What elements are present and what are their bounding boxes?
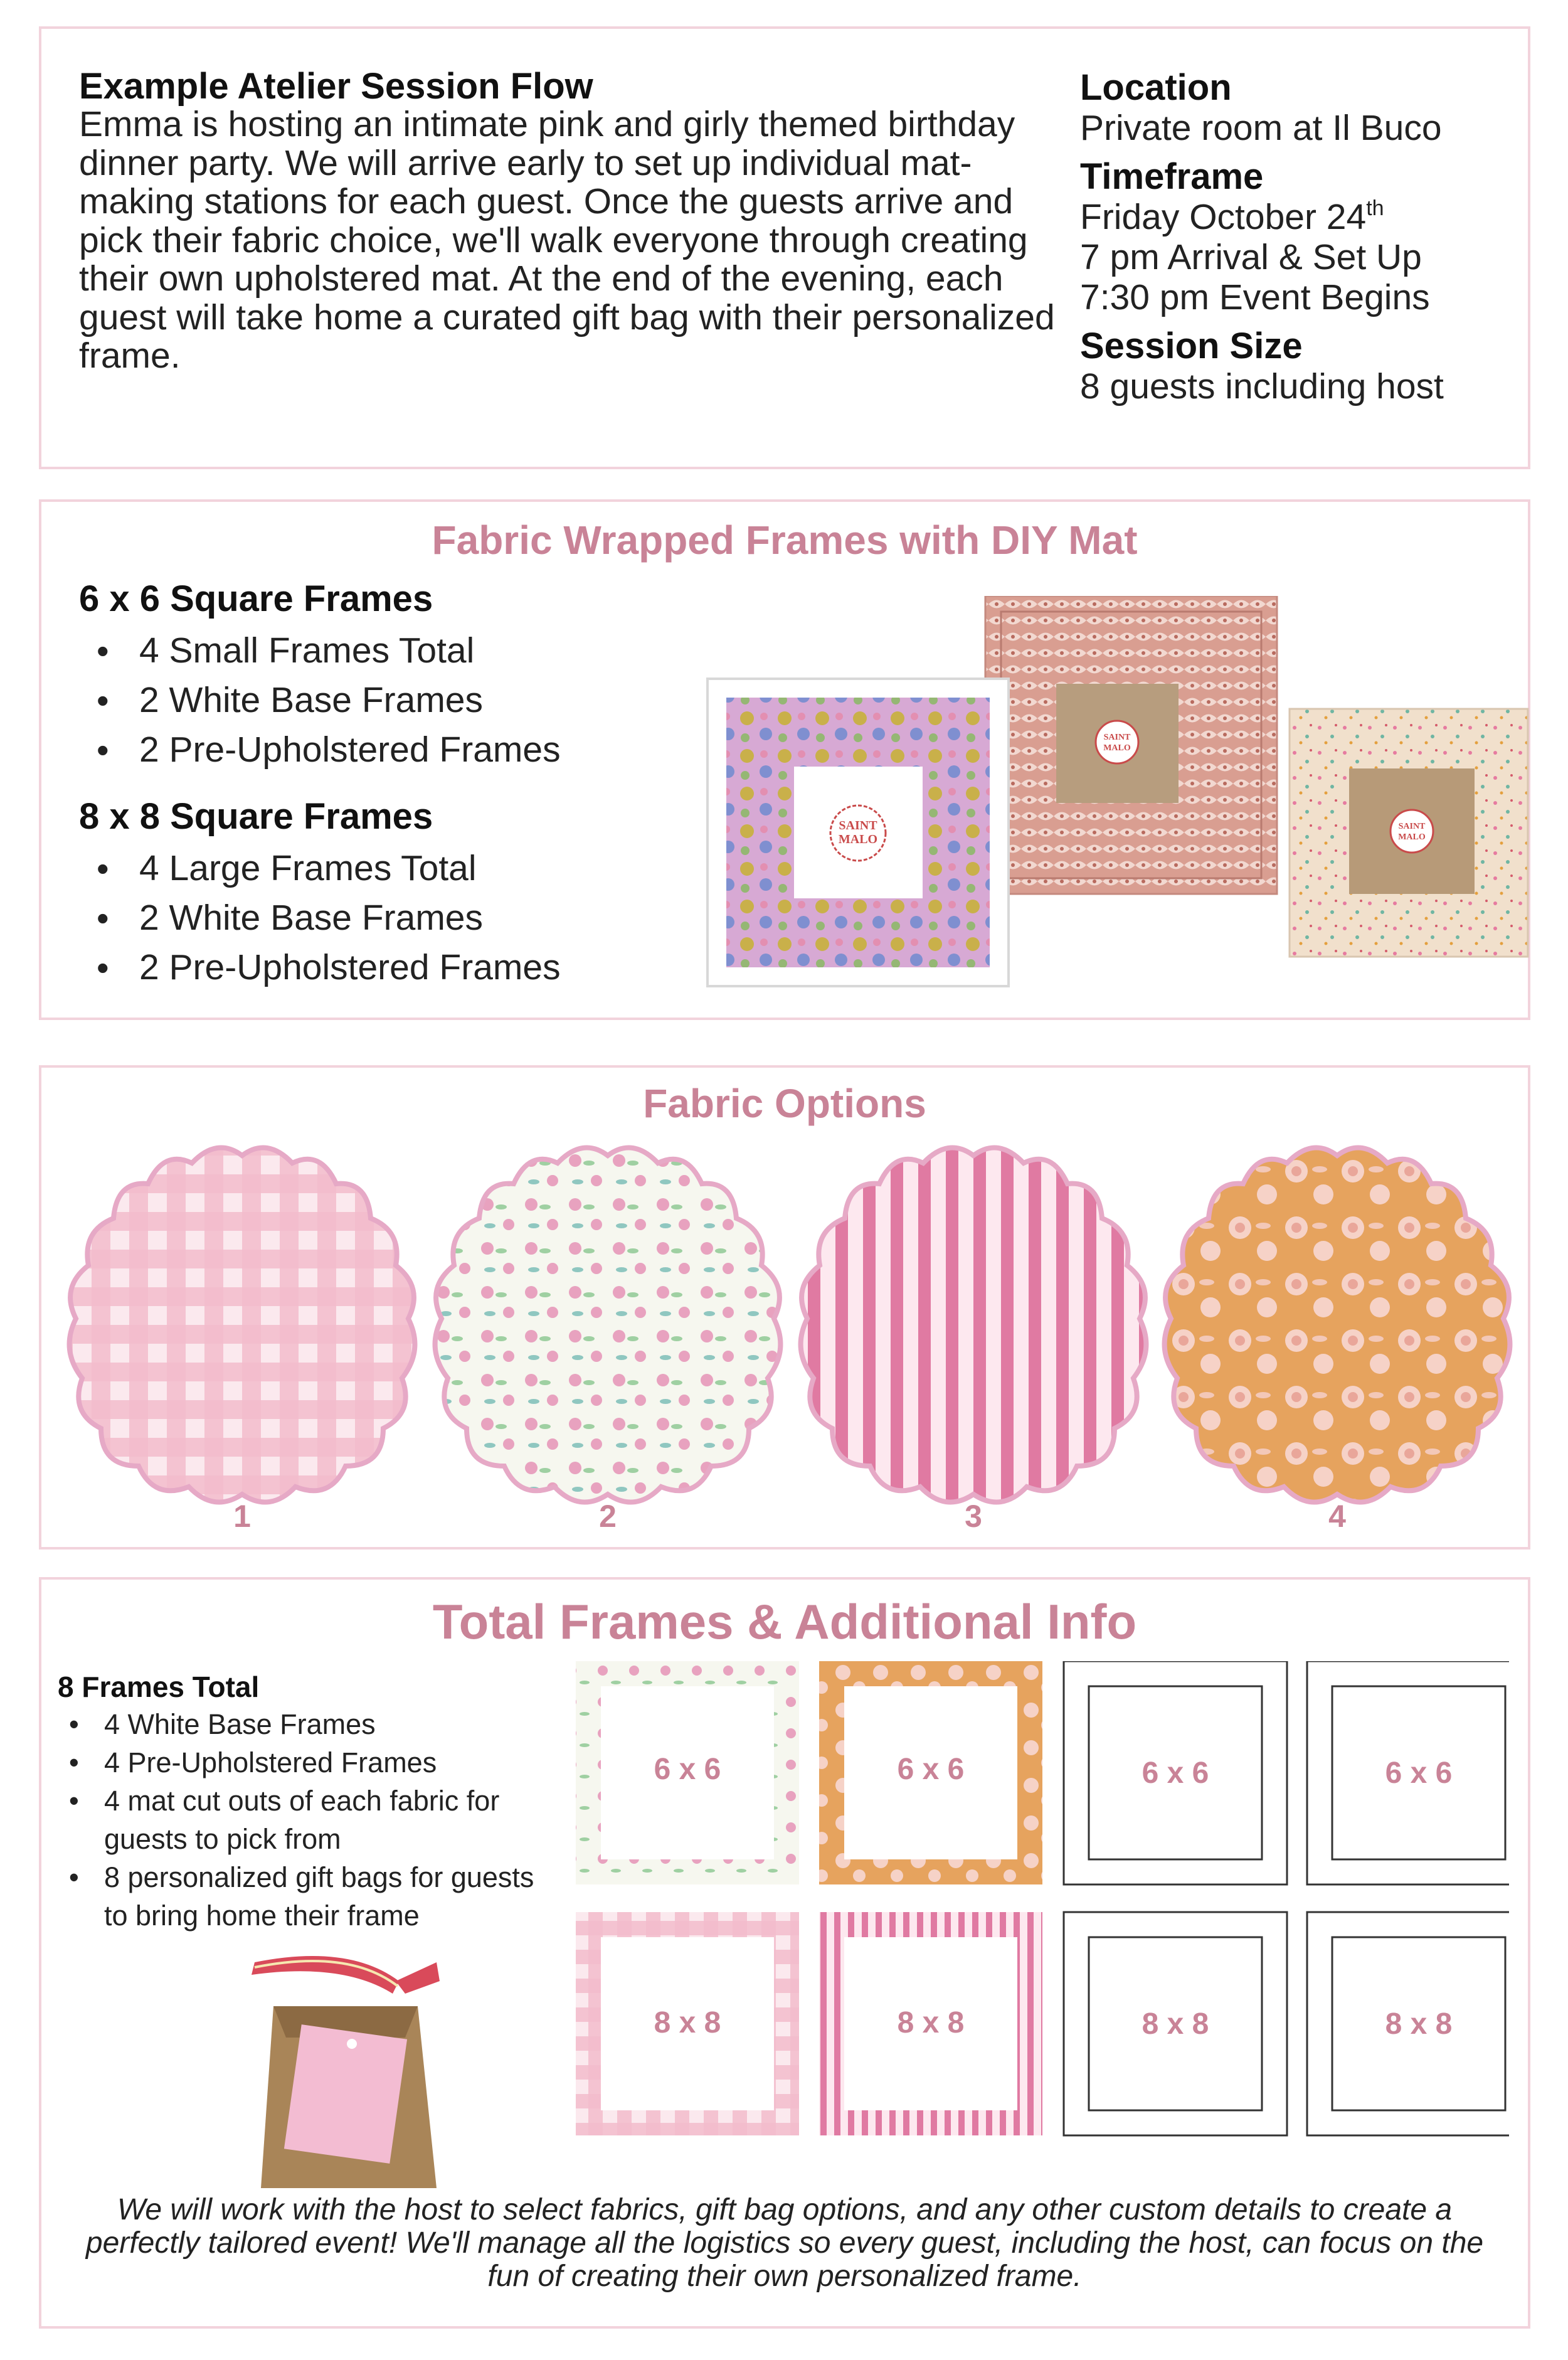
session-flow-body: Emma is hosting an intimate pink and girly themed birthday dinner party. We will arrive early to set up individual mat-making stations for each guest. Once the guests arrive and pick their fabric choice, we'll walk everyone through creating their own upholstered mat. At the end of the evening, each guest will take home a curated gift bag with their personalized frame. xyxy=(79,104,1055,376)
session-flow-block xyxy=(79,68,1057,376)
saint-malo-logo xyxy=(830,805,886,861)
frames-panel xyxy=(39,499,1530,1020)
totals-panel xyxy=(39,1577,1530,2329)
frame-size-label: 8 x 8 xyxy=(897,2006,965,2039)
event-date-text: Friday October 24 xyxy=(1080,197,1367,237)
totals-list xyxy=(58,1669,559,1935)
svg-text:MALO: MALO xyxy=(838,832,878,846)
fabric-swatch-gingham xyxy=(70,1148,415,1502)
list-item: • 2 Pre-Upholstered Frames xyxy=(79,943,681,992)
fabric-swatch-floral xyxy=(435,1148,781,1502)
frame-size-label: 6 x 6 xyxy=(1385,1757,1453,1790)
fabric-options-title: Fabric Options xyxy=(643,1081,926,1126)
frame-8x8-gingham xyxy=(576,1912,799,2135)
session-flow-title: Example Atelier Session Flow xyxy=(79,66,593,107)
fabric-swatch-orange-floral xyxy=(1165,1148,1510,1502)
totals-section-title: Total Frames & Additional Info xyxy=(432,1594,1137,1649)
frame-6x6-floral xyxy=(576,1661,799,1884)
frame-product-photos xyxy=(662,596,1540,997)
list-item: • 4 Pre-Upholstered Frames xyxy=(58,1743,559,1782)
list-item: • 4 mat cut outs of each fabric for guests to pick from xyxy=(58,1782,559,1858)
fabric-options-panel xyxy=(39,1065,1530,1549)
list-item: • 4 White Base Frames xyxy=(58,1705,559,1743)
fabric-option-number: 4 xyxy=(1328,1499,1346,1532)
saint-malo-logo xyxy=(1096,721,1138,763)
frame-size-label: 8 x 8 xyxy=(654,2006,721,2039)
fabric-swatches xyxy=(60,1143,1515,1532)
totals-list-heading: 8 Frames Total xyxy=(58,1671,260,1703)
frame-6x6-white xyxy=(1064,1661,1287,1884)
session-size-label: Session Size xyxy=(1080,326,1303,366)
frame-group-items xyxy=(79,844,681,992)
frame-6x6-white xyxy=(1307,1661,1509,1884)
event-date-suffix: th xyxy=(1366,196,1384,220)
list-item: • 2 Pre-Upholstered Frames xyxy=(79,725,681,775)
session-details xyxy=(1080,68,1507,415)
fabric-option-number: 2 xyxy=(599,1499,617,1532)
session-overview-panel xyxy=(39,26,1530,469)
event-begins-time: 7:30 pm Event Begins xyxy=(1080,277,1430,317)
fabric-swatch-stripe xyxy=(801,1148,1147,1502)
fabric-option-number: 3 xyxy=(965,1499,982,1532)
gift-bag-photo xyxy=(248,1937,455,2201)
frames-section-title: Fabric Wrapped Frames with DIY Mat xyxy=(432,518,1138,563)
frame-size-label: 8 x 8 xyxy=(1385,2007,1453,2041)
frame-group-heading: 8 x 8 Square Frames xyxy=(79,796,433,837)
frame-8x8-white xyxy=(1307,1912,1509,2135)
fabric-option-number: 1 xyxy=(233,1499,251,1532)
frame-group-heading: 6 x 6 Square Frames xyxy=(79,578,433,619)
svg-text:MALO: MALO xyxy=(1398,832,1426,842)
frame-8x8-stripe xyxy=(819,1912,1042,2135)
location-group xyxy=(1080,68,1507,148)
frame-sizes-list xyxy=(79,577,681,1013)
session-size-group xyxy=(1080,326,1507,407)
frame-8x8-white xyxy=(1064,1912,1287,2135)
location-label: Location xyxy=(1080,67,1232,108)
frame-size-label: 6 x 6 xyxy=(654,1753,721,1786)
frame-6x6-orange xyxy=(819,1661,1042,1884)
timeframe-label: Timeframe xyxy=(1080,156,1264,197)
frame-size-label: 8 x 8 xyxy=(1142,2007,1209,2041)
frame-group-items xyxy=(79,626,681,775)
frames-grid xyxy=(531,1661,1509,2176)
svg-text:SAINT: SAINT xyxy=(839,819,877,832)
saint-malo-logo xyxy=(1391,810,1433,853)
arrival-time: 7 pm Arrival & Set Up xyxy=(1080,237,1422,277)
frame-size-label: 6 x 6 xyxy=(1142,1757,1209,1790)
event-date xyxy=(1080,197,1507,237)
location-value: Private room at Il Buco xyxy=(1080,108,1442,148)
svg-text:SAINT: SAINT xyxy=(1398,822,1426,831)
list-item: • 4 Small Frames Total xyxy=(79,626,681,676)
timeframe-group xyxy=(1080,157,1507,317)
list-item: • 2 White Base Frames xyxy=(79,676,681,725)
frame-size-label: 6 x 6 xyxy=(897,1753,965,1786)
session-size-value: 8 guests including host xyxy=(1080,366,1444,407)
list-item: • 8 personalized gift bags for guests to bring home their frame xyxy=(58,1858,559,1935)
list-item: • 4 Large Frames Total xyxy=(79,844,681,893)
svg-text:SAINT: SAINT xyxy=(1103,733,1131,742)
closing-note: We will work with the host to select fabrics, gift bag options, and any other custom details to create a perfectly tailored event! We'll manage all the logistics so every guest, including the host, can focus on the fun of creating their own personalized frame. xyxy=(85,2193,1484,2293)
list-item: • 2 White Base Frames xyxy=(79,893,681,943)
svg-text:MALO: MALO xyxy=(1103,743,1131,753)
totals-items xyxy=(58,1705,559,1935)
